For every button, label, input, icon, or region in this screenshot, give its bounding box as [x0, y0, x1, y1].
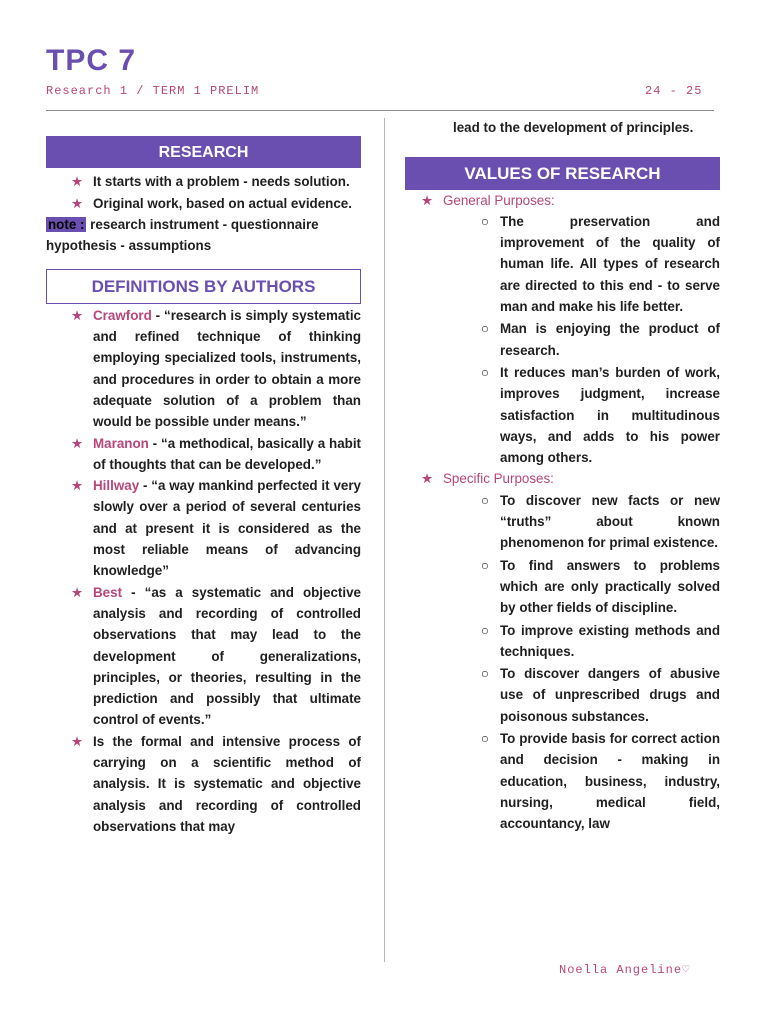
page-title: TPC 7	[46, 44, 137, 77]
continuation-text: lead to the development of principles.	[453, 120, 694, 135]
general-item-text: Man is enjoying the product of research.	[500, 321, 720, 358]
general-item	[405, 211, 720, 317]
star-icon: ★	[70, 174, 83, 190]
star-icon: ★	[70, 584, 83, 600]
note-text: research instrument - questionnaire	[86, 216, 319, 232]
research-heading: RESEARCH	[46, 136, 361, 168]
star-icon: ★	[70, 733, 83, 749]
general-purposes-heading	[405, 190, 720, 211]
research-point	[46, 171, 361, 192]
specific-item	[405, 555, 720, 619]
values-heading: VALUES OF RESEARCH	[405, 157, 720, 189]
specific-item-text: To discover dangers of abusive use of unprescribed drugs and poisonous substances.	[500, 666, 720, 724]
definition-item	[46, 475, 361, 581]
specific-heading-text: Specific Purposes:	[443, 471, 554, 487]
circle-bullet-icon: ○	[480, 364, 489, 380]
definition-text: - “research is simply systematic and refined technique of thinking employing specialized tools, instruments, and procedures in order to obtain a more adequate solution of a problem than would be possible under means.”	[93, 307, 361, 430]
circle-bullet-icon: ○	[480, 213, 489, 229]
star-icon: ★	[70, 478, 83, 494]
definitions-heading: DEFINITIONS BY AUTHORS	[46, 269, 361, 303]
circle-bullet-icon: ○	[480, 731, 489, 747]
star-icon: ★	[70, 195, 83, 211]
star-icon: ★	[420, 471, 433, 487]
circle-bullet-icon: ○	[480, 557, 489, 573]
school-year: 24 - 25	[645, 84, 703, 98]
definition-text: Is the formal and intensive process of carrying on a scientific method of analysis. It is systematic and objective analysis and recording of controlled observations that may	[93, 733, 361, 834]
note-label: note :	[48, 216, 85, 232]
specific-item-text: To find answers to problems which are only practically solved by other fields of discipline.	[500, 557, 720, 616]
general-item-text: The preservation and improvement of the quality of human life. All types of research are directed to this end - to serve man and make his life better.	[500, 213, 720, 315]
specific-item	[405, 728, 720, 834]
specific-purposes-heading	[405, 468, 720, 489]
definition-text: - “a methodical, basically a habit of thoughts that can be developed.”	[93, 435, 361, 472]
specific-item-text: To improve existing methods and techniques.	[500, 622, 720, 659]
specific-item	[405, 490, 720, 554]
circle-bullet-icon: ○	[480, 666, 489, 682]
author-name: Maranon	[93, 435, 149, 451]
circle-bullet-icon: ○	[480, 321, 489, 337]
note-line	[46, 214, 361, 235]
right-column	[405, 117, 720, 835]
note-line-2: hypothesis - assumptions	[46, 238, 212, 254]
author-signature: Noella Angeline♡	[559, 963, 691, 977]
definition-text: - “as a systematic and objective analysis and recording of controlled observations that may lead to the development of generalizations, principles, or theories, resulting in the prediction and possibly that ultimate control of events.”	[93, 584, 361, 728]
specific-item-text: To discover new facts or new “truths” about known phenomenon for primal existence.	[500, 492, 720, 551]
header-divider	[46, 110, 714, 111]
general-item	[405, 362, 720, 468]
definition-text: - “a way mankind perfected it very slowly over a period of several centuries and at present it is considered as the most reliable means of advancing knowledge”	[93, 478, 361, 579]
author-name: Crawford	[93, 307, 152, 323]
definition-item	[46, 731, 361, 837]
research-point-text: Original work, based on actual evidence.	[93, 195, 352, 211]
continuation-line	[405, 117, 720, 138]
definition-item	[46, 433, 361, 476]
circle-bullet-icon: ○	[480, 622, 489, 638]
specific-item	[405, 663, 720, 727]
specific-item	[405, 620, 720, 663]
specific-item-text: To provide basis for correct action and decision - making in education, business, industry, nursing, medical field, accountancy, law	[500, 731, 720, 832]
general-item-text: It reduces man’s burden of work, improves judgment, increase satisfaction in multitudinous ways, and adds to his power among others.	[500, 364, 720, 466]
course-subtitle: Research 1 / TERM 1 PRELIM	[46, 84, 260, 98]
author-name: Hillway	[93, 478, 140, 494]
research-point	[46, 193, 361, 214]
column-divider	[384, 118, 385, 962]
star-icon: ★	[70, 307, 83, 323]
left-column	[46, 136, 361, 837]
star-icon: ★	[70, 435, 83, 451]
circle-bullet-icon: ○	[480, 492, 489, 508]
definition-item	[46, 305, 361, 433]
star-icon: ★	[420, 192, 433, 208]
author-name: Best	[93, 584, 123, 600]
general-item	[405, 318, 720, 361]
research-point-text: It starts with a problem - needs solution.	[93, 174, 350, 190]
definition-item	[46, 582, 361, 731]
general-heading-text: General Purposes:	[443, 192, 555, 208]
